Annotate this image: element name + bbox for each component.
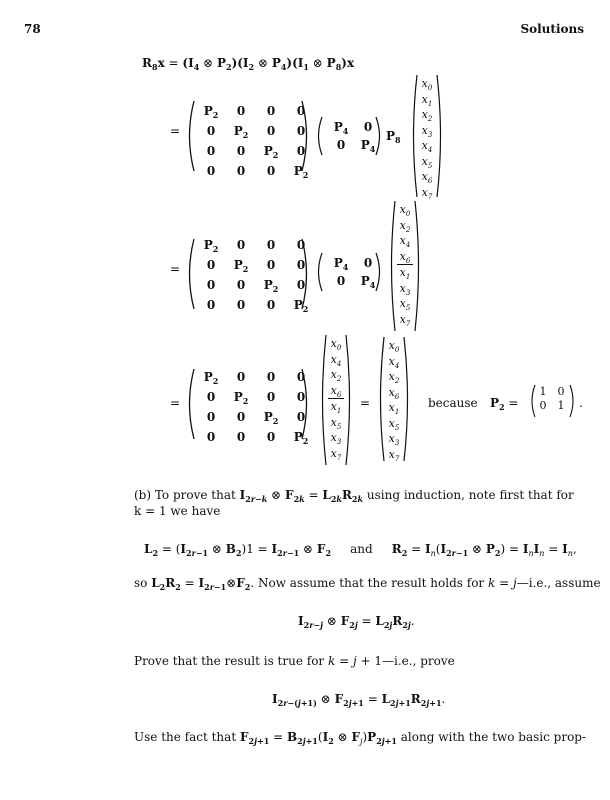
prove-line: Prove that the result is true for k = j + 1—i.e., prove xyxy=(134,654,455,668)
running-title: Solutions xyxy=(520,22,584,36)
equation-l2-r2: $L_2 = (I_{2r-1}$ ⊗ $B_2)1 = I_{2r-1}$ ⊗ $F_2$ and $R_2 = I_n(I_{2r-1}$ ⊗ $P_2) = I_nI_n = I_n$, xyxy=(144,542,577,558)
p4-block-matrix: $P_4$ 0 0 $P_4$ xyxy=(333,256,376,290)
left-paren xyxy=(184,368,196,440)
vector-x-natural-order: $x_0$ $x_1$ $x_2$ $x_3$ $x_4$ $x_5$ $x_6$ $x_7$ xyxy=(421,77,433,201)
right-paren xyxy=(344,334,354,466)
right-paren xyxy=(300,238,312,310)
part-b-line2: k = 1 we have xyxy=(134,504,221,518)
left-paren xyxy=(184,100,196,172)
equals-sign: = xyxy=(170,124,181,138)
equals-sign: = xyxy=(170,396,181,410)
right-paren xyxy=(569,384,577,418)
left-paren xyxy=(314,252,324,292)
right-paren xyxy=(300,368,312,440)
p4-block-matrix: $P_4$ 0 0 $P_4$ xyxy=(333,120,376,154)
vector-x-even-odd: $x_0$ $x_2$ $x_4$ $x_6$ $x_1$ $x_3$ $x_5$ $x_7$ xyxy=(396,202,414,327)
induction-goal: $I_{2r-(j+1)}$ ⊗ $F_{2j+1} = L_{2j+1}R_{2j+1}$. xyxy=(272,692,446,708)
right-paren xyxy=(374,252,384,292)
right-paren xyxy=(435,74,445,198)
left-paren xyxy=(314,116,324,156)
p2-identity-matrix: 1 0 0 1 xyxy=(539,385,565,412)
period: . xyxy=(579,396,583,410)
p2-definition: $P_2$ = xyxy=(490,396,519,412)
part-b-line1: (b) To prove that $I_{2r-k}$ ⊗ $F_{2k} = L_{2k}R_{2k}$ using induction, note first that for xyxy=(134,488,574,504)
left-paren xyxy=(184,238,196,310)
vector-x-bit-reversed: $x_0$ $x_4$ $x_2$ $x_6$ $x_1$ $x_5$ $x_3$ $x_7$ xyxy=(327,336,345,461)
induction-hypothesis: $I_{2r-j}$ ⊗ $F_{2j} = L_{2j}R_{2j}$. xyxy=(298,614,415,630)
equation-r8x: $R_8x = (I_4$ ⊗ $P_2)(I_2$ ⊗ $P_4)(I_1$ ⊗ $P_8)x$ xyxy=(142,56,355,72)
right-paren xyxy=(374,116,384,156)
right-paren xyxy=(300,100,312,172)
equals-sign: = xyxy=(360,396,371,410)
p8-label: $P_8$ xyxy=(386,129,401,145)
block-diagonal-matrix: $P_2$ 0 0 0 0 $P_2$ 0 0 0 0 $P_2$ 0 0 0 0 $P_2$ xyxy=(203,238,309,314)
block-diagonal-matrix: $P_2$ 0 0 0 0 $P_2$ 0 0 0 0 $P_2$ 0 0 0 0 $P_2$ xyxy=(203,104,309,180)
block-diagonal-matrix: $P_2$ 0 0 0 0 $P_2$ 0 0 0 0 $P_2$ 0 0 0 0 $P_2$ xyxy=(203,370,309,446)
part-b-line3: so $L_2R_2$ = $I_{2r-1}\otimes F_2$. Now assume that the result holds for k = j—i.e., assume xyxy=(134,576,601,592)
page-number: 78 xyxy=(24,22,41,36)
right-paren xyxy=(402,336,412,462)
because-word: because xyxy=(428,396,478,410)
equals-sign: = xyxy=(170,262,181,276)
vector-x-bit-reversed-result: $x_0$ $x_4$ $x_2$ $x_6$ $x_1$ $x_5$ $x_3$ $x_7$ xyxy=(388,339,400,463)
last-line: Use the fact that $F_{2j+1} = B_{2j+1}(I_2$ ⊗ $F_j)P_{2j+1}$ along with the two basic prop- xyxy=(134,730,587,746)
right-paren xyxy=(413,200,423,332)
